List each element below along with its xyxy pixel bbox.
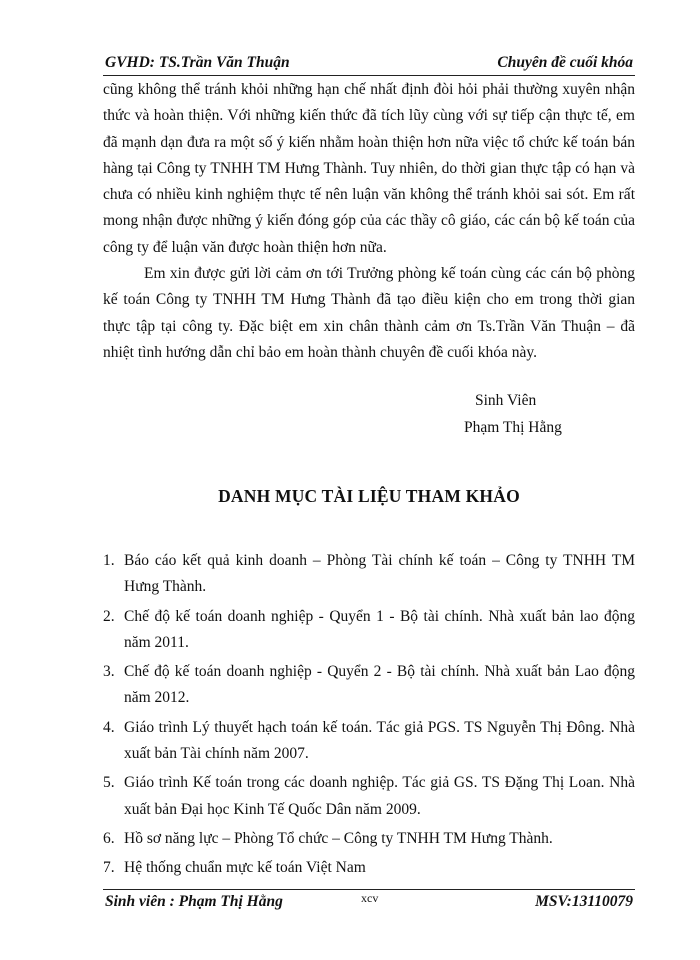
page-footer (103, 891, 635, 915)
body-text (103, 77, 635, 366)
reference-item (103, 826, 635, 852)
reference-text: Giáo trình Kế toán trong các doanh nghiệp. Tác giả GS. TS Đặng Thị Loan. Nhà xuất bản Đại học Kinh Tế Quốc Dân năm 2009. (124, 774, 635, 818)
reference-item (103, 659, 635, 712)
references-list (103, 548, 635, 885)
signature-name: Phạm Thị Hằng (464, 419, 562, 436)
reference-number: 1. (103, 552, 115, 569)
reference-text: Chế độ kế toán doanh nghiệp - Quyển 1 - Bộ tài chính. Nhà xuất bản lao động năm 2011. (124, 607, 635, 651)
reference-item (103, 548, 635, 601)
paragraph-conclusion: cũng không thể tránh khỏi những hạn chế nhất định đòi hỏi phải thường xuyên nhận thức và hoàn thiện. Với những kiến thức đã tích lũy cùng với sự tiếp cận thực tế, em đã mạnh dạn đưa ra một số ý kiến nhằm hoàn thiện hơn nữa việc tổ chức kế toán bán hàng tại Công ty TNHH TM Hưng Thành. Tuy nhiên, do thời gian thực tập có hạn và chưa có nhiều kinh nghiệm thực tế nên luận văn không thể tránh khỏi sai sót. Em rất mong nhận được những ý kiến đóng góp của các thầy cô giáo, các cán bộ kế toán của công ty để luận văn được hoàn thiện hơn nữa. (103, 81, 635, 256)
reference-text: Báo cáo kết quả kinh doanh – Phòng Tài chính kế toán – Công ty TNHH TM Hưng Thành. (124, 552, 635, 596)
footer-student-id: MSV:13110079 (535, 893, 633, 910)
reference-item (103, 604, 635, 657)
header-supervisor: GVHD: TS.Trần Văn Thuận (105, 54, 290, 71)
reference-text: Chế độ kế toán doanh nghiệp - Quyển 2 - Bộ tài chính. Nhà xuất bản Lao động năm 2012. (124, 663, 635, 707)
page-header (103, 50, 635, 74)
reference-number: 4. (103, 718, 115, 736)
reference-number: 6. (103, 829, 115, 847)
footer-student: Sinh viên : Phạm Thị Hằng (105, 893, 283, 910)
signature-role: Sinh Viên (475, 392, 537, 409)
reference-text: Giáo trình Lý thuyết hạch toán kế toán. Tác giả PGS. TS Nguyễn Thị Đông. Nhà xuất bản Tài chính năm 2007. (124, 718, 635, 763)
footer-rule (103, 889, 635, 890)
paragraph-thanks: Em xin được gửi lời cảm ơn tới Trưởng phòng kế toán cùng các cán bộ phòng kế toán Công ty TNHH TM Hưng Thành đã tạo điều kiện cho em trong thời gian thực tập tại công ty. Đặc biệt em xin chân thành cảm ơn Ts.Trần Văn Thuận – đã nhiệt tình hướng dẫn chỉ bảo em hoàn thành chuyên đề cuối khóa này. (103, 265, 635, 361)
reference-number: 7. (103, 859, 115, 877)
reference-item (103, 770, 635, 823)
reference-item (103, 855, 635, 881)
reference-number: 3. (103, 663, 115, 681)
references-title: DANH MỤC TÀI LIỆU THAM KHẢO (218, 486, 520, 506)
reference-text: Hồ sơ năng lực – Phòng Tổ chức – Công ty TNHH TM Hưng Thành. (124, 829, 553, 847)
header-rule (103, 75, 635, 76)
reference-number: 2. (103, 607, 115, 625)
reference-item (103, 715, 635, 768)
header-document-title: Chuyên đề cuối khóa (497, 54, 633, 71)
reference-number: 5. (103, 774, 115, 792)
reference-text: Hệ thống chuẩn mực kế toán Việt Nam (124, 859, 366, 877)
page-number: xcv (361, 891, 379, 905)
